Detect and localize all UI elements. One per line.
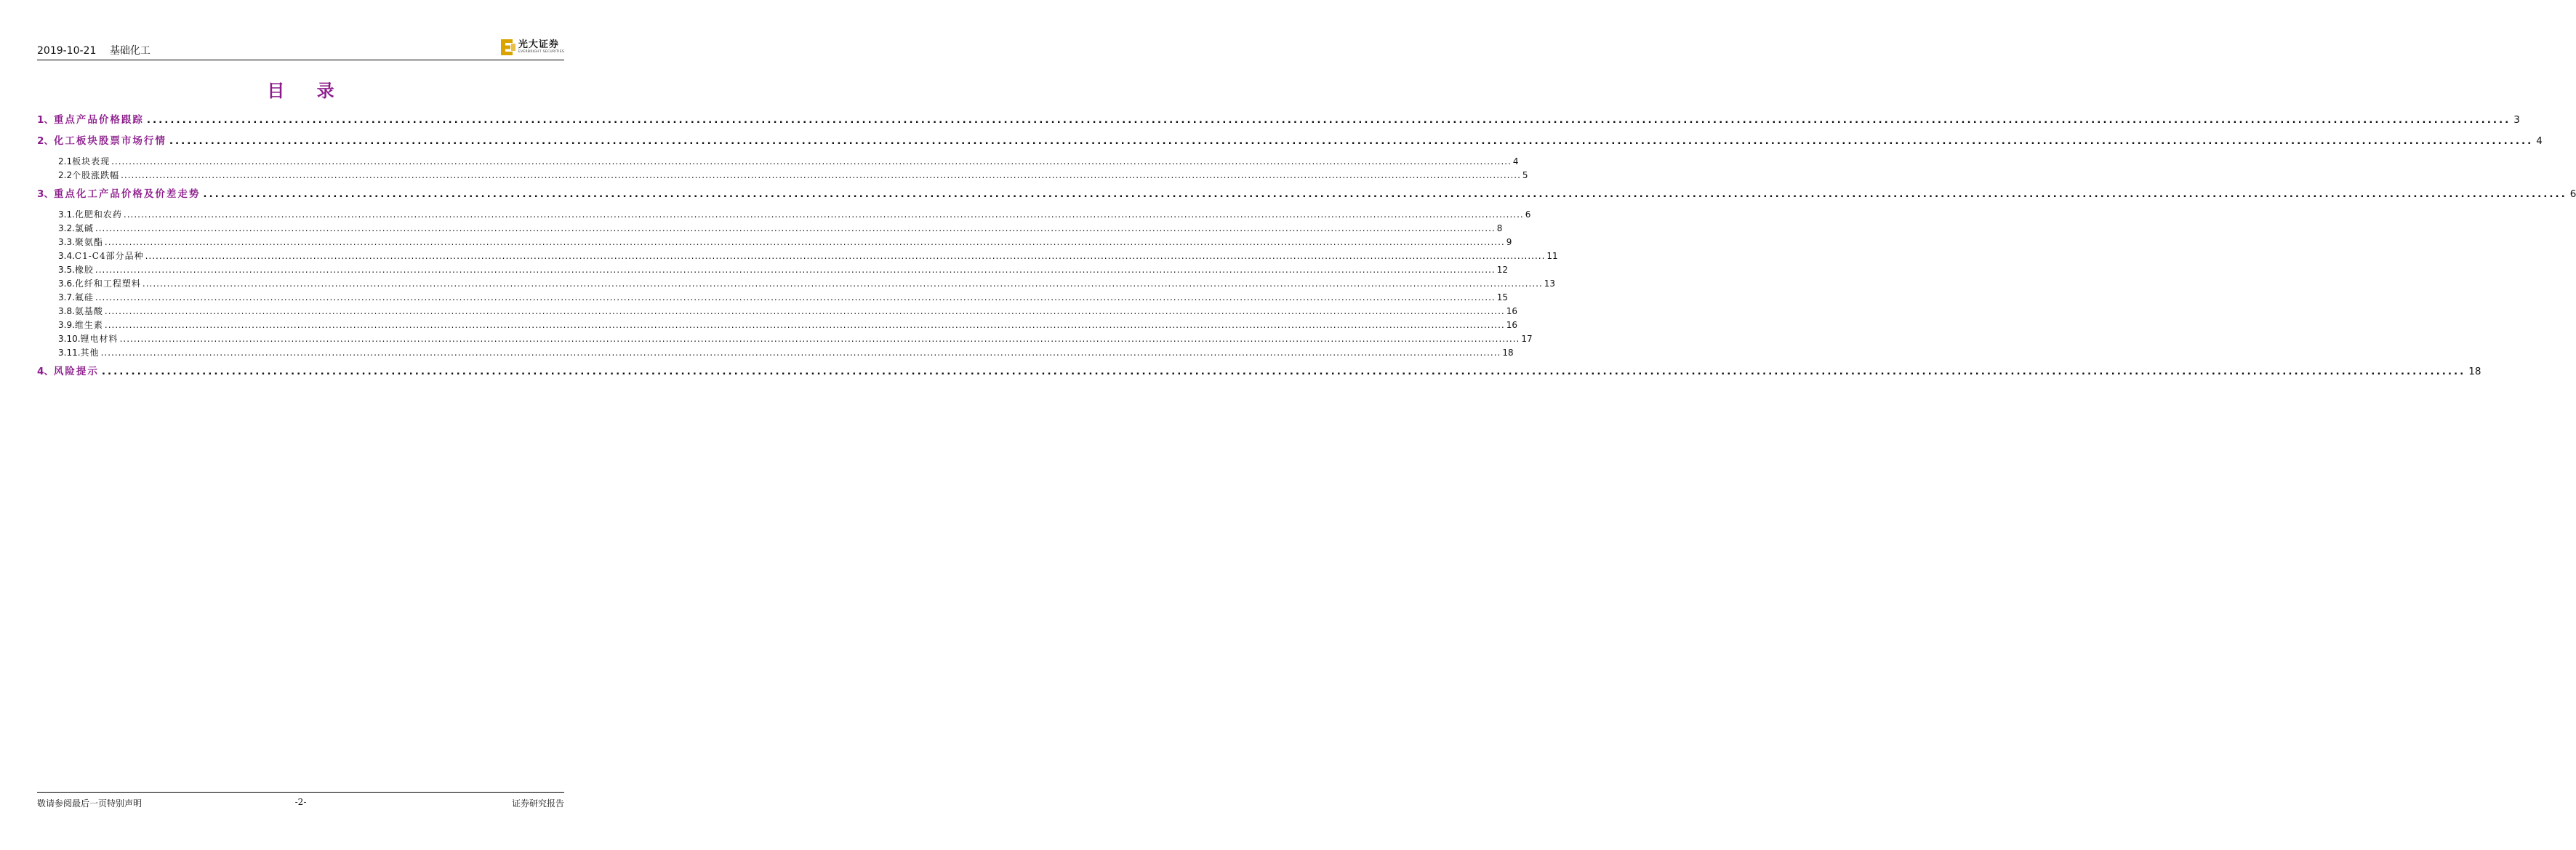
toc-page-number: 4 [1512,156,1519,167]
toc-number: 3.1. [58,209,75,220]
toc-leader: ................................................................................................................................................................................................................................................................................................................................................................................................................ [119,334,1520,344]
toc-page-number: 16 [1506,306,1517,316]
toc-leader: ................................................................................................................................................................................................................................................................................................................................................................................................................ [95,223,1496,233]
toc-subsection[interactable] [37,318,1517,332]
toc-leader: ................................................................................................................................................................................................................................................................................................................................................................................................................ [145,251,1546,261]
toc-section[interactable] [37,113,2520,134]
table-of-contents [37,113,2576,385]
toc-page-number: 9 [1506,237,1512,247]
toc-heading: 锂电材料 [80,334,119,344]
toc-page-number: 11 [1546,251,1558,261]
toc-leader: ................................................................................................................................................................................................................................................................................................................................................................................................................ [123,209,1524,220]
toc-number: 3.4. [58,251,75,261]
toc-page-number: 8 [1496,223,1503,233]
toc-heading: 化肥和农药 [74,209,122,220]
toc-heading: 维生素 [74,320,103,330]
toc-page-number: 17 [1521,334,1533,344]
toc-heading: 氯碱 [74,223,94,233]
toc-subsection[interactable] [37,332,1533,346]
toc-leader: ................................................................................................................................................................................................................................................................................................................................................................................................................ [104,306,1505,316]
report-type: 证券研究报告 [511,798,564,809]
toc-leader: ................................................................................................................................................................................................................................................................................................................................................................................................................ [95,292,1496,302]
toc-number: 3.7. [58,292,75,302]
toc-leader: ................................................................................................................................................................................................................................................................................................................................................................................................................ [104,237,1505,247]
page-header [37,38,564,60]
toc-heading: 化纤和工程塑料 [74,278,141,289]
toc-heading: 氟硅 [74,292,94,302]
toc-heading: 橡胶 [74,265,94,275]
toc-page-number: 6 [2569,188,2576,200]
toc-leader: ................................................................................................................................................................................................................................................................................................................................................................................................................ [121,170,1521,180]
toc-section[interactable] [37,364,2481,385]
toc-section[interactable] [37,187,2576,208]
toc-subsection[interactable] [37,208,1531,222]
toc-heading: 个股涨跌幅 [72,170,120,180]
toc-subsection[interactable] [37,305,1517,318]
toc-number: 2、 [37,135,54,147]
toc-number: 3.8. [58,306,75,316]
toc-leader: ................................................................................................................................................................................................................................................................................................................................................................................................................ [203,188,2567,200]
toc-page-number: 5 [1522,170,1528,180]
toc-heading: 聚氨酯 [74,237,103,247]
toc-number: 2.2 [58,170,73,180]
page-footer [37,792,564,809]
toc-number: 2.1 [58,156,73,167]
toc-number: 3.5. [58,265,75,275]
toc-heading: 其他 [80,348,100,358]
toc-leader: ................................................................................................................................................................................................................................................................................................................................................................................................................ [111,156,1512,167]
toc-heading: C1-C4部分品种 [74,251,144,261]
toc-page-number: 6 [1525,209,1531,220]
toc-subsection[interactable] [37,263,1508,277]
toc-page-number: 18 [1502,348,1514,358]
toc-page-number: 13 [1544,278,1555,289]
toc-page-number: 3 [2513,114,2520,126]
toc-page-number: 16 [1506,320,1517,330]
toc-page-number: 4 [2536,135,2543,147]
toc-subsection[interactable] [37,222,1503,236]
toc-leader: ................................................................................................................................................................................................................................................................................................................................................................................................................ [95,265,1496,275]
toc-subsection[interactable] [37,291,1508,305]
toc-leader: ................................................................................................................................................................................................................................................................................................................................................................................................................ [142,278,1543,289]
toc-leader: ................................................................................................................................................................................................................................................................................................................................................................................................................ [101,366,2466,377]
header-info [37,43,161,57]
toc-number: 3.10. [58,334,81,344]
toc-number: 3.11. [58,348,81,358]
toc-number: 3.2. [58,223,75,233]
toc-title: 目 录 [267,80,348,101]
logo-mark-icon [501,39,515,55]
company-logo [501,38,564,57]
toc-number: 3.3. [58,237,75,247]
toc-number: 4、 [37,366,54,377]
toc-section[interactable] [37,134,2543,155]
toc-subsection[interactable] [37,346,1514,360]
toc-heading: 重点化工产品价格及价差走势 [53,188,201,200]
toc-heading: 风险提示 [53,366,99,377]
toc-number: 3.9. [58,320,75,330]
page-number: -2- [294,797,307,807]
toc-page-number: 18 [2468,366,2481,377]
toc-leader: ................................................................................................................................................................................................................................................................................................................................................................................................................ [169,135,2534,147]
toc-leader: ................................................................................................................................................................................................................................................................................................................................................................................................................ [146,114,2511,126]
toc-subsection[interactable] [37,249,1558,263]
toc-number: 1、 [37,114,54,126]
toc-heading: 氨基酸 [74,306,103,316]
toc-heading: 板块表现 [72,156,111,167]
toc-number: 3.6. [58,278,75,289]
toc-leader: ................................................................................................................................................................................................................................................................................................................................................................................................................ [104,320,1505,330]
report-date: 2019-10-21 [37,45,97,57]
toc-heading: 化工板块股票市场行情 [53,135,166,147]
logo-name-cn: 光大证券 [518,39,559,50]
toc-heading: 重点产品价格跟踪 [53,114,144,126]
toc-subsection[interactable] [37,155,1519,169]
toc-page-number: 12 [1496,265,1508,275]
logo-name-en: EVERBRIGHT SECURITIES [518,50,564,54]
toc-leader: ................................................................................................................................................................................................................................................................................................................................................................................................................ [100,348,1501,358]
toc-subsection[interactable] [37,277,1555,291]
industry-name: 基础化工 [109,45,151,57]
toc-page-number: 15 [1496,292,1508,302]
toc-subsection[interactable] [37,236,1512,249]
disclaimer-note: 敬请参阅最后一页特别声明 [37,798,143,809]
toc-subsection[interactable] [37,169,1528,183]
toc-number: 3、 [37,188,54,200]
